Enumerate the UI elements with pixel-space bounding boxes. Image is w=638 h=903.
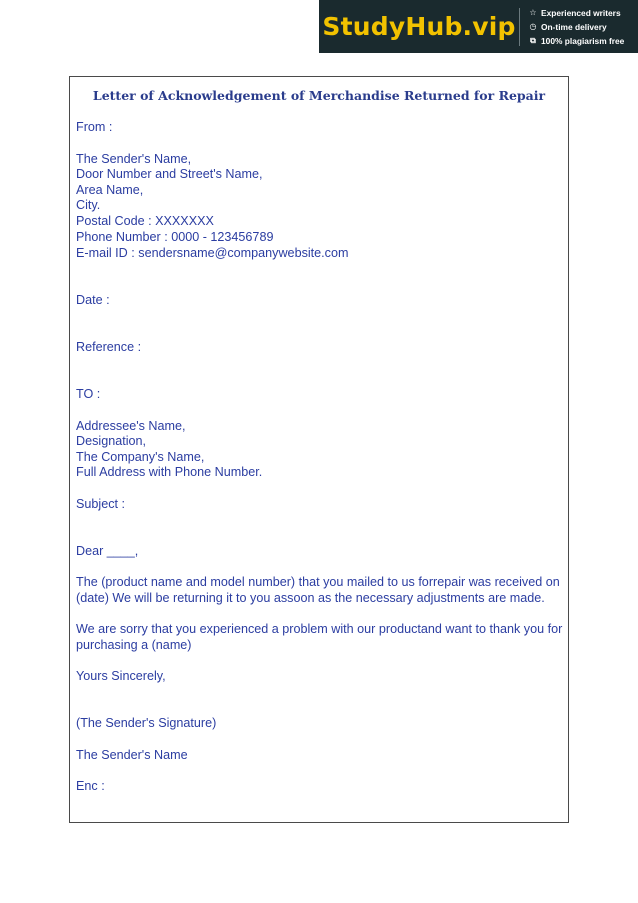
feature-label: On-time delivery [541, 21, 607, 32]
sender-name-footer: The Sender's Name [76, 748, 188, 762]
sender-city: City. [76, 198, 101, 212]
body-paragraph-1-line-2: (date) We will be returning it to you assoon as the necessary adjustments are made. [76, 591, 545, 605]
feature-on-time-delivery [528, 21, 624, 33]
feature-label: 100% plagiarism free [541, 35, 625, 46]
body-paragraph-1-line-1: The (product name and model number) that you mailed to us forrepair was received on [76, 575, 560, 589]
letter-title: Letter of Acknowledgement of Merchandise Returned for Repair [92, 88, 546, 103]
sender-area: Area Name, [76, 183, 144, 197]
letter-document [69, 76, 569, 823]
subject-label: Subject : [76, 497, 126, 511]
studyhub-banner[interactable] [319, 0, 638, 53]
star-icon: ☆ [529, 7, 537, 17]
sender-name: The Sender's Name, [76, 152, 192, 166]
sender-phone: Phone Number : 0000 - 123456789 [76, 230, 274, 244]
copy-icon: ⧉ [530, 35, 536, 45]
date-label: Date : [76, 293, 110, 307]
clock-icon: ◷ [529, 21, 537, 31]
body-paragraph-2-line-2: purchasing a (name) [76, 638, 192, 652]
addressee-address: Full Address with Phone Number. [76, 465, 263, 479]
feature-label: Experienced writers [541, 7, 621, 18]
signature-placeholder: (The Sender's Signature) [76, 716, 217, 730]
body-paragraph-2-line-1: We are sorry that you experienced a problem with our productand want to thank you for [76, 622, 563, 636]
reference-label: Reference : [76, 340, 142, 354]
sender-street: Door Number and Street's Name, [76, 167, 263, 181]
sender-postal-code: Postal Code : XXXXXXX [76, 214, 214, 228]
addressee-company: The Company's Name, [76, 450, 205, 464]
addressee-name: Addressee's Name, [76, 419, 186, 433]
from-label: From : [76, 120, 113, 134]
feature-plagiarism-free [528, 35, 624, 47]
feature-experienced-writers [528, 7, 624, 19]
closing: Yours Sincerely, [76, 669, 166, 683]
enclosure-label: Enc : [76, 779, 105, 793]
feature-list [520, 7, 624, 47]
sender-email: E-mail ID : sendersname@companywebsite.com [76, 246, 349, 260]
salutation: Dear ____, [76, 544, 139, 558]
addressee-designation: Designation, [76, 434, 147, 448]
brand-logo: StudyHub.vip [322, 12, 516, 41]
to-label: TO : [76, 387, 101, 401]
